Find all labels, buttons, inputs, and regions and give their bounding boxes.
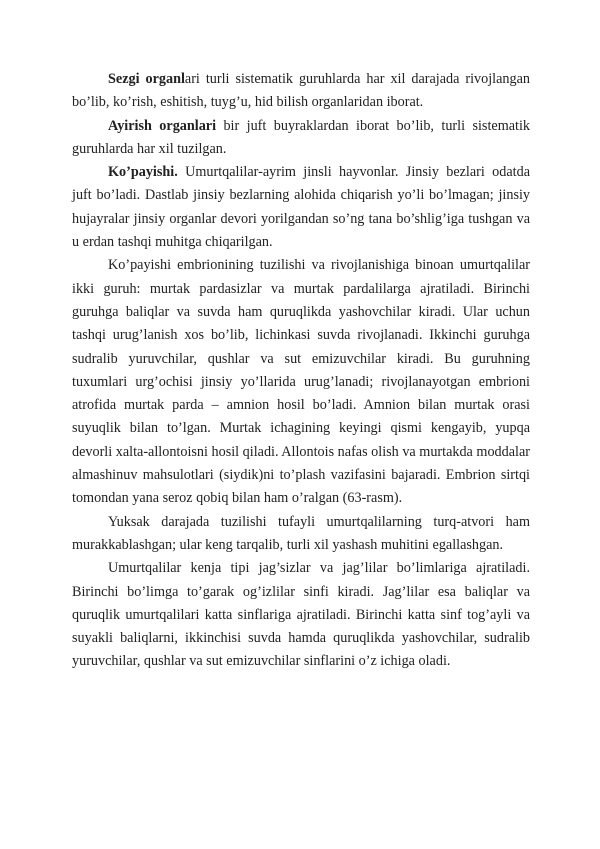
- paragraph-excretory-organs: [72, 115, 530, 162]
- paragraph-embryo-groups: [72, 254, 530, 510]
- paragraph-text: bir juft buyraklardan iborat bo’lib, turli sistematik guruhlarda har xil tuzilgan.: [72, 117, 530, 157]
- paragraph-text: Yuksak darajada tuzilishi tufayli umurtqalilarning turq-atvori ham murakkablashgan; ular keng tarqalib, turli xil yashash muhitini egallashgan.: [72, 513, 530, 553]
- paragraph-text: ari turli sistematik guruhlarda har xil darajada rivojlangan bo’lib, ko’rish, eshitish, tuyg’u, hid bilish organlaridan iborat.: [72, 71, 531, 111]
- paragraph-text: Umurtqalilar kenja tipi jag’sizlar va jag’lilar bo’limlariga ajratiladi. Birinchi bo’limga to’garak og’izlilar sinfi kiradi. Jag’lilar esa baliqlar va quruqlik umurtqalilari katta sinflariga ajratiladi. Birinchi katta sinf tog’ayli va suyakli baliqlarni, ikkinchisi suvda hamda quruqlikda yashovchilar, sudralib yuruvchilar, qushlar va sut emizuvchilar sinflarini o’z ichiga oladi.: [72, 560, 530, 670]
- paragraph-sensory-organs: [72, 68, 530, 115]
- paragraph-text: Ko’payishi embrionining tuzilishi va rivojlanishiga binoan umurtqalilar ikki guruh: murtak pardasizlar va murtak pardalilarga ajratiladi. Birinchi guruhga baliqlar va suvda ham quruqlikda yashovchilar kiradi. Ular uchun tashqi urug’lanish xos bo’lib, lichinkasi suvda rivojlanadi. Ikkinchi guruhga sudralib yuruvchilar, qushlar va sut emizuvchilar kiradi. Bu guruhning tuxumlari urg’ochisi jinsiy yo’llarida urug’lanadi; rivojlanayotgan embrioni atrofida murtak parda – amnion hosil bo’ladi. Amnion bilan murtak orasi suyuqlik bilan to’lgan. Murtak ichagining keyingi qismi kengayib, yupqa devorli xalta-allontoisni hosil qiladi. Allontois nafas olish va murtakda moddalar almashinuv mahsulotlari (siydik)ni to’plash vazifasini bajaradi. Embrion sirtqi tomondan yana seroz qobiq bilan ham o’ralgan (63-rasm).: [72, 257, 530, 507]
- paragraph-reproduction: [72, 161, 530, 254]
- paragraph-text: Umurtqalilar-ayrim jinsli hayvonlar. Jinsiy bezlari odatda juft bo’ladi. Dastlab jinsiy bezlarning alohida chiqarish yo’li bo’lmagan; jinsiy hujayralar jinsiy organlar devori yorilgandan so’ng tana bo’shlig’iga tushgan va u erdan tashqi muhitga chiqarilgan.: [72, 164, 530, 251]
- term-reproduction: Ko’payishi.: [108, 164, 178, 181]
- paragraph-classification: [72, 557, 530, 673]
- paragraph-behavior: [72, 511, 530, 558]
- term-sensory-organs: Sezgi organl: [108, 71, 185, 87]
- term-excretory-organs: Ayirish organlari: [108, 117, 217, 134]
